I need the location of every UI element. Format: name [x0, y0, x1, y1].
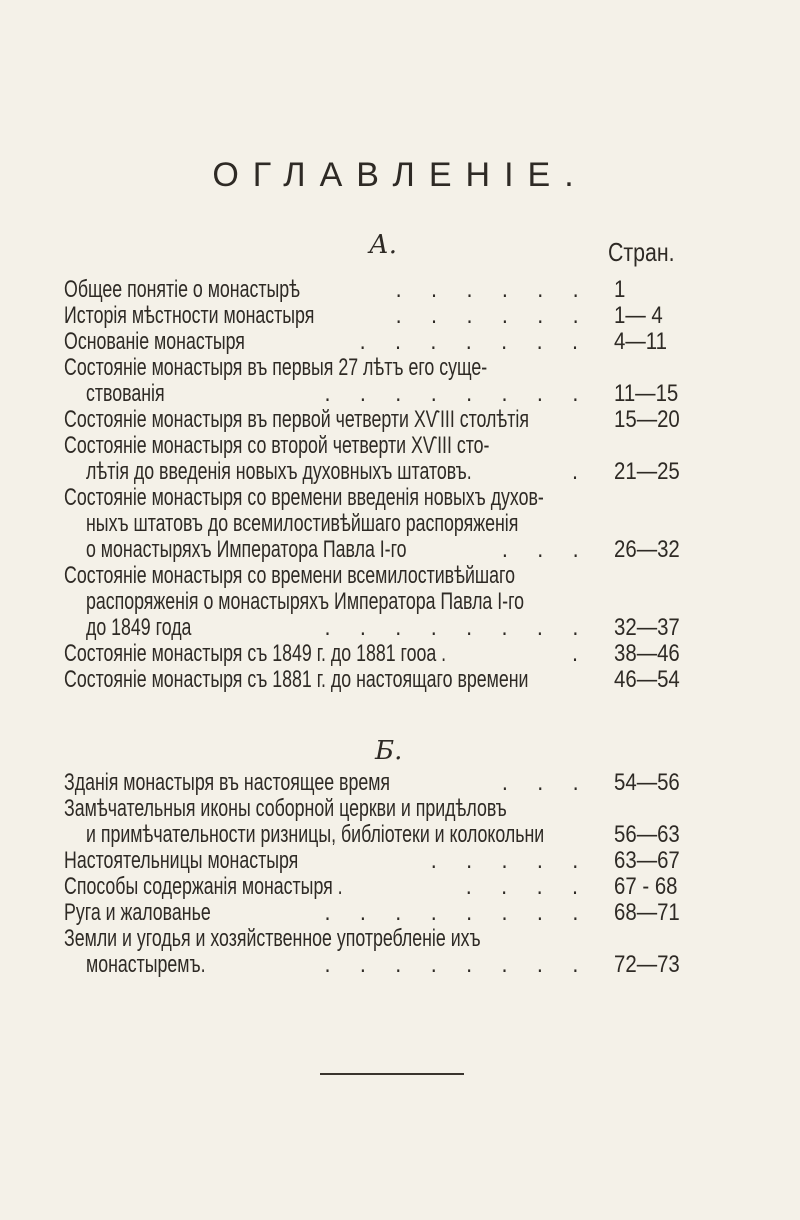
toc-entry — [64, 770, 714, 796]
toc-page-range: 4—11 — [614, 328, 667, 355]
toc-entry-text: распоряженія о монастыряхъ Императора Павла І-го — [86, 588, 525, 615]
toc-entry — [64, 329, 714, 355]
toc-entry-text: ныхъ штатовъ до всемилостивѣйшаго распоряженія — [86, 510, 519, 537]
toc-entry-line — [64, 329, 714, 355]
toc-entry — [64, 848, 714, 874]
dot-leader: . . . . — [466, 873, 590, 900]
toc-entry-text: Замѣчательныя иконы соборной церкви и придѣловъ — [64, 795, 507, 822]
toc-page-range: 54—56 — [614, 769, 680, 796]
toc-entry — [64, 667, 714, 693]
toc-entry — [64, 303, 714, 329]
toc-entry-text: Способы содержанія монастыря . — [64, 873, 343, 900]
toc-entry-text: Основаніе монастыря — [64, 328, 245, 355]
toc-entry-line — [64, 485, 714, 511]
section-letter-a: А. — [369, 230, 397, 260]
toc-entry-text: Настоятельницы монастыря — [64, 847, 299, 874]
toc-entry-line — [64, 277, 714, 303]
toc-entry-text: и примѣчательности ризницы, библіотеки и колокольни — [86, 821, 545, 848]
toc-page-range: 63—67 — [614, 847, 680, 874]
toc-entry — [64, 407, 714, 433]
toc-page-range: 1— 4 — [614, 302, 663, 329]
toc-entry-text: лѣтія до введенія новыхъ духовныхъ штатовъ. — [86, 458, 472, 485]
toc-entry-text: Состояніе монастыря съ 1849 г. до 1881 гооа . — [64, 640, 447, 667]
toc-entry-text: Состояніе монастыря въ первыя 27 лѣтъ его суще- — [64, 354, 488, 381]
dot-leader: . . . . . . — [395, 276, 590, 303]
toc-page-range: 67 - 68 — [614, 873, 678, 900]
toc-entry-text: Руга и жалованье — [64, 899, 211, 926]
dot-leader: . — [572, 458, 590, 485]
dot-leader: . . . . . . . . — [324, 380, 590, 407]
dot-leader: . . . . . . . . — [324, 899, 590, 926]
toc-entry-line — [64, 537, 714, 563]
toc-entry-line — [64, 433, 714, 459]
toc-page-range: 1 — [614, 276, 626, 303]
toc-entry-text: о монастыряхъ Императора Павла І-го — [86, 536, 407, 563]
toc-entry-line — [64, 770, 714, 796]
toc-entry-line — [64, 952, 714, 978]
toc-entry — [64, 485, 714, 563]
toc-page-range: 46—54 — [614, 666, 680, 693]
toc-entry-line — [64, 641, 714, 667]
dot-leader: . . . . . . . . — [324, 614, 590, 641]
toc-page-range: 32—37 — [614, 614, 680, 641]
toc-entry-text: Исторія мѣстности монастыря — [64, 302, 315, 329]
toc-entry-line — [64, 926, 714, 952]
dot-leader: . . . — [501, 769, 590, 796]
toc-entry — [64, 563, 714, 641]
dot-leader: . . . . . . . . — [324, 951, 590, 978]
dot-leader: . . . . . . — [395, 302, 590, 329]
toc-entry-text: Состояніе монастыря съ 1881 г. до настоящаго времени — [64, 666, 529, 693]
toc-entry-line — [64, 615, 714, 641]
section-letter-b: Б. — [375, 736, 403, 766]
toc-entry — [64, 796, 714, 848]
toc-entry-text: Общее понятіе о монастырѣ — [64, 276, 301, 303]
dot-leader: . . . — [501, 536, 590, 563]
toc-entry-line — [64, 459, 714, 485]
toc-entry-line — [64, 407, 714, 433]
toc-entry-text: Состояніе монастыря со второй четверти ХѴІІІ сто- — [64, 432, 490, 459]
toc-entry-line — [64, 874, 714, 900]
toc-page-range: 56—63 — [614, 821, 680, 848]
toc-entry-line — [64, 303, 714, 329]
toc-entry-line — [64, 563, 714, 589]
toc-entry-line — [64, 900, 714, 926]
toc-entry-text: Состояніе монастыря въ первой четверти ХѴІІІ столѣтія — [64, 406, 529, 433]
toc-page-range: 68—71 — [614, 899, 680, 926]
toc-page-range: 21—25 — [614, 458, 680, 485]
toc-entry-text: Состояніе монастыря со времени введенія новыхъ духов- — [64, 484, 544, 511]
end-rule — [320, 1073, 464, 1075]
dot-leader: . — [572, 640, 590, 667]
dot-leader: . . . . . . . — [359, 328, 590, 355]
page-title: ОГЛАВЛЕНІЕ. — [212, 156, 588, 194]
toc-entry-text: монастыремъ. — [86, 951, 206, 978]
toc-entry-line — [64, 667, 714, 693]
toc-entry-line — [64, 511, 714, 537]
toc-entry-line — [64, 589, 714, 615]
toc-page-range: 72—73 — [614, 951, 680, 978]
toc-entry-line — [64, 355, 714, 381]
toc-entry — [64, 641, 714, 667]
toc-entry — [64, 926, 714, 978]
toc-entry-text: Земли и угодья и хозяйственное употребленіе ихъ — [64, 925, 481, 952]
toc-entry-text: ствованія — [86, 380, 165, 407]
toc-entry-line — [64, 381, 714, 407]
toc-entry — [64, 277, 714, 303]
toc-entry-text: до 1849 года — [86, 614, 192, 641]
pages-column-header: Стран. — [608, 237, 675, 267]
toc-page-range: 38—46 — [614, 640, 680, 667]
toc-entry — [64, 433, 714, 485]
dot-leader: . . . . . — [430, 847, 590, 874]
toc-entry-line — [64, 822, 714, 848]
toc-page-range: 15—20 — [614, 406, 680, 433]
toc-entry-line — [64, 848, 714, 874]
toc-entry — [64, 355, 714, 407]
toc-entry-line — [64, 796, 714, 822]
toc-entry-text: Зданія монастыря въ настоящее время — [64, 769, 391, 796]
toc-page-range: 11—15 — [614, 380, 679, 407]
toc-entry-text: Состояніе монастыря со времени всемилостивѣйшаго — [64, 562, 516, 589]
toc-entry — [64, 900, 714, 926]
toc-entry — [64, 874, 714, 900]
toc-page-range: 26—32 — [614, 536, 680, 563]
